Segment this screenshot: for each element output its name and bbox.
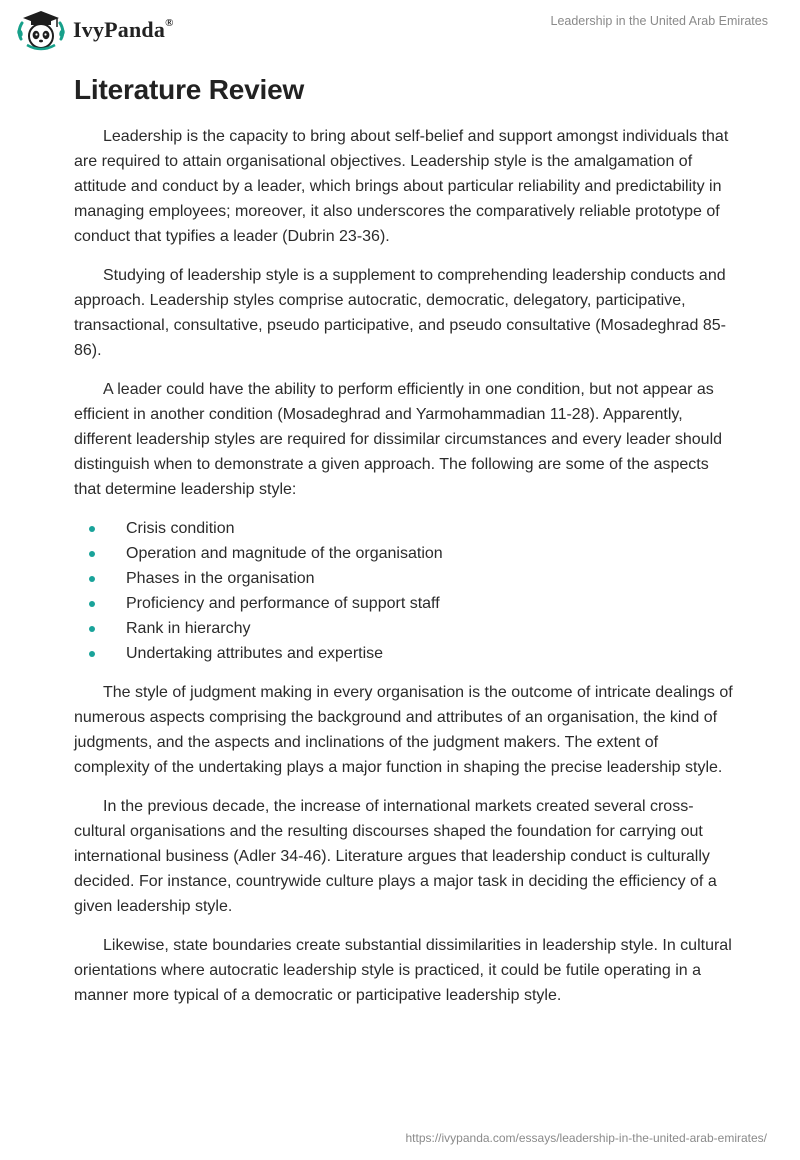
paragraph: Likewise, state boundaries create substantial dissimilarities in leadership style. In cultural orientations where autocratic leadership style is practiced, it could be futile operating in a manner more typical of a democratic or participative leadership style. (74, 937, 732, 1004)
list-item (74, 591, 734, 616)
paragraph: The style of judgment making in every organisation is the outcome of intricate dealings of numerous aspects comprising the background and attributes of an organisation, the kind of judgments, and the aspects and inclinations of the judgment makers. The extent of complexity of the undertaking plays a major function in shaping the precise leadership style. (74, 684, 733, 776)
paragraph: Leadership is the capacity to bring about self-belief and support amongst individuals that are required to attain organisational objectives. Leadership style is the amalgamation of attitude and conduct by a leader, which brings about particular reliability and predictability in managing employees; moreover, it also underscores the comparatively reliable prototype of conduct that typifies a leader (Dubrin 23-36). (74, 128, 729, 245)
document-title: Leadership in the United Arab Emirates (550, 14, 768, 28)
bullet-dot-icon (89, 651, 95, 657)
paragraph: Studying of leadership style is a supplement to comprehending leadership conducts and approach. Leadership styles comprise autocratic, democratic, delegatory, participative, transactional, consultative, pseudo participative, and pseudo consultative (Mosadeghrad 85-86). (74, 267, 726, 359)
registered-mark: ® (165, 16, 174, 29)
list-item (74, 541, 734, 566)
paragraph: A leader could have the ability to perform efficiently in one condition, but not appear as efficient in another condition (Mosadeghrad and Yarmohammadian 11-28). Apparently, different leadership styles are required for dissimilar circumstances and every leader should distinguish when to demonstrate a given approach. The following are some of the aspects that determine leadership style: (74, 381, 723, 498)
section-heading: Literature Review (74, 74, 305, 105)
panda-graduation-cap-icon (15, 9, 67, 51)
bullet-dot-icon (89, 551, 95, 557)
ivypanda-logo[interactable] (15, 9, 174, 51)
list-item (74, 616, 734, 641)
logo-wordmark (73, 17, 174, 43)
paragraph: In the previous decade, the increase of international markets created several cross-cultural organisations and the resulting discourses shaped the foundation for carrying out international business (Adler 34-46). Literature argues that leadership conduct is culturally decided. For instance, countrywide culture plays a major task in deciding the efficiency of a given leadership style. (74, 798, 717, 915)
list-item-text: Crisis condition (126, 520, 235, 537)
page-header (0, 0, 800, 60)
list-item (74, 566, 734, 591)
list-item-text: Rank in hierarchy (126, 620, 251, 637)
bullet-dot-icon (89, 626, 95, 632)
list-item-text: Proficiency and performance of support staff (126, 595, 440, 612)
list-item-text: Operation and magnitude of the organisation (126, 545, 443, 562)
article-body (74, 74, 734, 1022)
bullet-dot-icon (89, 576, 95, 582)
bullet-dot-icon (89, 526, 95, 532)
bullet-dot-icon (89, 601, 95, 607)
list-item (74, 641, 734, 666)
source-url[interactable]: https://ivypanda.com/essays/leadership-in-the-united-arab-emirates/ (405, 1131, 767, 1145)
aspects-list (74, 516, 734, 666)
list-item (74, 516, 734, 541)
logo-name: IvyPanda (73, 17, 166, 42)
list-item-text: Undertaking attributes and expertise (126, 645, 384, 662)
list-item-text: Phases in the organisation (126, 570, 315, 587)
